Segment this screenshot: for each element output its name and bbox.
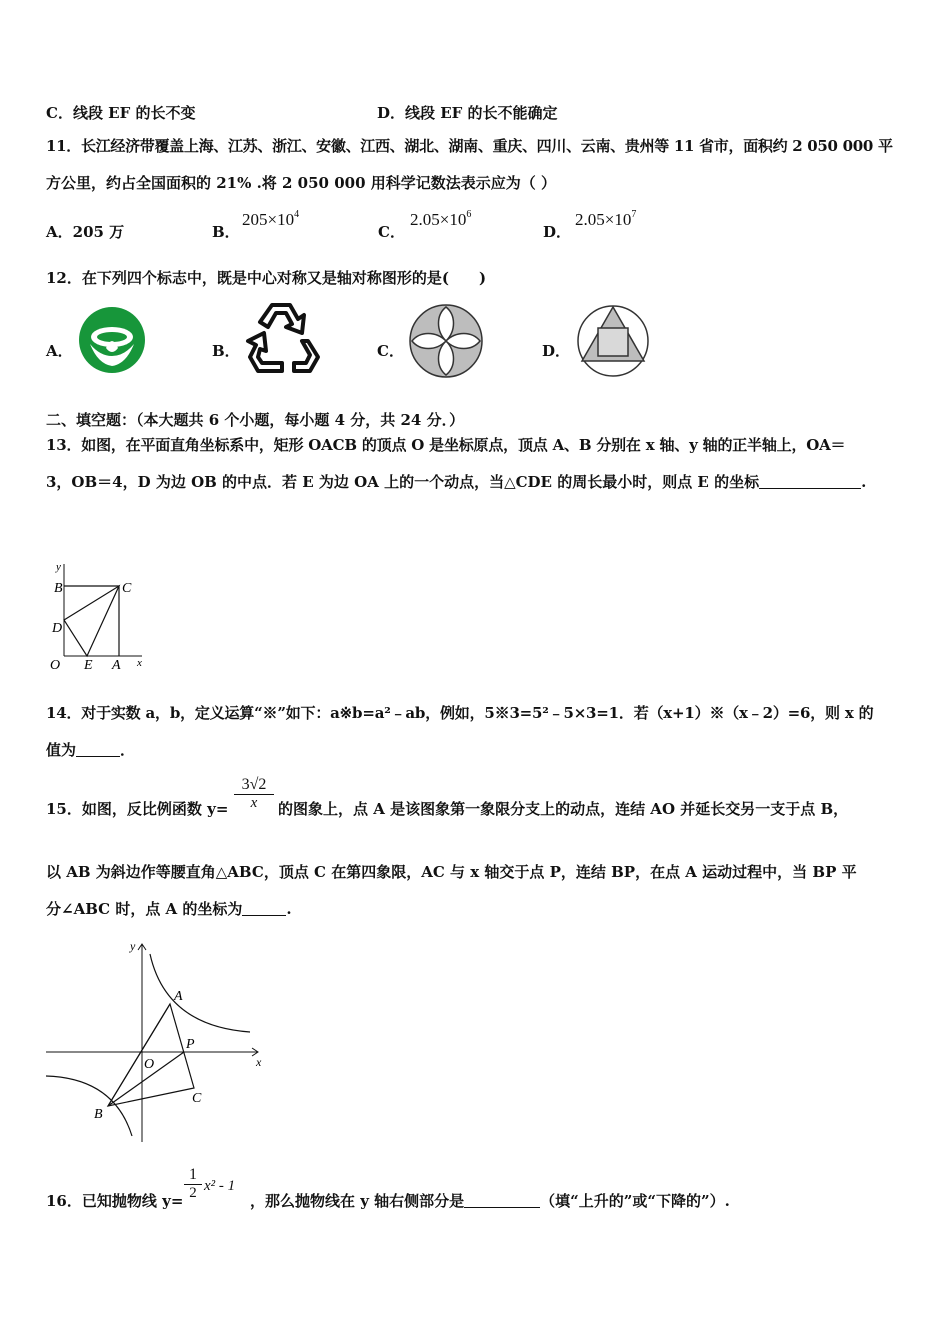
q13-label-a: A	[112, 658, 121, 673]
q13-label-d: D	[52, 621, 63, 636]
q11-option-d-value: $2.05\times 10^7$	[575, 209, 637, 229]
q13-label-b: B	[54, 581, 63, 596]
q12-label-c: C．	[377, 342, 404, 360]
q15-stem-line2: 以 AB 为斜边作等腰直角△ABC，顶点 C 在第四象限，AC 与 x 轴交于点 P，连结 BP，在点 A 运动过程中，当 BP 平	[46, 863, 857, 881]
q15-figure	[40, 936, 270, 1148]
section-2-title: 二、填空题：（本大题共 6 个小题，每小题 4 分，共 24 分．）	[46, 411, 465, 429]
q12-label-d: D．	[542, 342, 571, 360]
q12-label-b: B．	[212, 342, 240, 360]
q13-figure	[44, 558, 154, 676]
q15-label-o: O	[144, 1057, 155, 1072]
q11-stem-line2: 方公里，约占全国面积的 21% .将 2 050 000 用科学记数法表示应为（ ）	[46, 174, 556, 192]
q13-label-o: O	[50, 658, 61, 673]
q10-option-d: D．线段 EF 的长不能确定	[377, 104, 558, 122]
q14-stem-line2: 值为 ．	[46, 741, 136, 759]
q15-stem-prefix: 15．如图，反比例函数 y=	[46, 800, 229, 818]
q15-stem-line3: 分∠ABC 时，点 A 的坐标为 .	[46, 900, 292, 918]
q13-label-y: y	[56, 561, 61, 573]
q16-fraction-numerator: 1	[189, 1166, 197, 1183]
q16-stem-prefix: 16．已知抛物线 y=	[46, 1192, 184, 1210]
q15-label-b: B	[94, 1107, 103, 1122]
q16-fraction	[184, 1166, 202, 1202]
q10-option-c: C．线段 EF 的长不变	[46, 104, 196, 122]
q16-expression: x² - 1	[204, 1178, 236, 1194]
q11-option-c-value: $2.05\times 10^6$	[410, 209, 472, 229]
q13-label-c: C	[122, 581, 132, 596]
q15-fraction-denominator: x	[250, 795, 258, 811]
q15-fraction	[234, 776, 274, 812]
q13-label-x: x	[137, 657, 142, 669]
q11-option-d-label: D．	[543, 223, 572, 241]
q11-option-a: A．205 万	[46, 223, 125, 241]
q15-label-y: y	[130, 939, 136, 953]
q11-stem-line1: 11．长江经济带覆盖上海、江苏、浙江、安徽、江西、湖北、湖南、重庆、四川、云南、贵州等 11 省市，面积约 2 050 000 平	[46, 137, 893, 155]
four-petal-logo-icon	[406, 301, 486, 381]
q15-stem-suffix: 的图象上，点 A 是该图象第一象限分支上的动点，连结 AO 并延长交另一支于点 B，	[278, 800, 849, 818]
q15-label-x: x	[256, 1055, 262, 1069]
q14-stem-line1: 14．对于实数 a，b，定义运算“※”如下：a※b=a²﹣ab，例如，5※3=5²﹣5×3=1．若（x+1）※（x﹣2）=6，则 x 的	[46, 704, 874, 722]
q12-stem: 12．在下列四个标志中，既是中心对称又是轴对称图形的是( )	[46, 269, 487, 287]
q16-stem-suffix: ，那么抛物线在 y 轴右侧部分是 （填“上升的”或“下降的”）.	[250, 1192, 730, 1210]
q16-fraction-denominator: 2	[189, 1185, 197, 1201]
green-food-logo-icon	[76, 304, 148, 376]
q11-option-c-label: C．	[378, 223, 405, 241]
q15-fraction-numerator: 3√2	[241, 776, 267, 793]
q11-option-b-label: B．	[212, 223, 240, 241]
q13-stem-line2: 3，OB＝4，D 为边 OB 的中点．若 E 为边 OA 上的一个动点，当△CDE 的周长最小时，则点 E 的坐标 .	[46, 473, 867, 491]
recycle-icon	[244, 297, 324, 377]
triangle-in-circle-logo-icon	[573, 301, 653, 381]
q15-label-c: C	[192, 1091, 202, 1106]
q12-label-a: A．	[46, 342, 73, 360]
q11-option-b-value: $205\times 10^4$	[242, 209, 300, 229]
q15-label-a: A	[174, 989, 183, 1004]
q13-label-e: E	[84, 658, 93, 673]
q13-stem-line1: 13．如图，在平面直角坐标系中，矩形 OACB 的顶点 O 是坐标原点，顶点 A、B 分别在 x 轴、y 轴的正半轴上，OA＝	[46, 436, 846, 454]
q15-label-p: P	[186, 1037, 195, 1052]
